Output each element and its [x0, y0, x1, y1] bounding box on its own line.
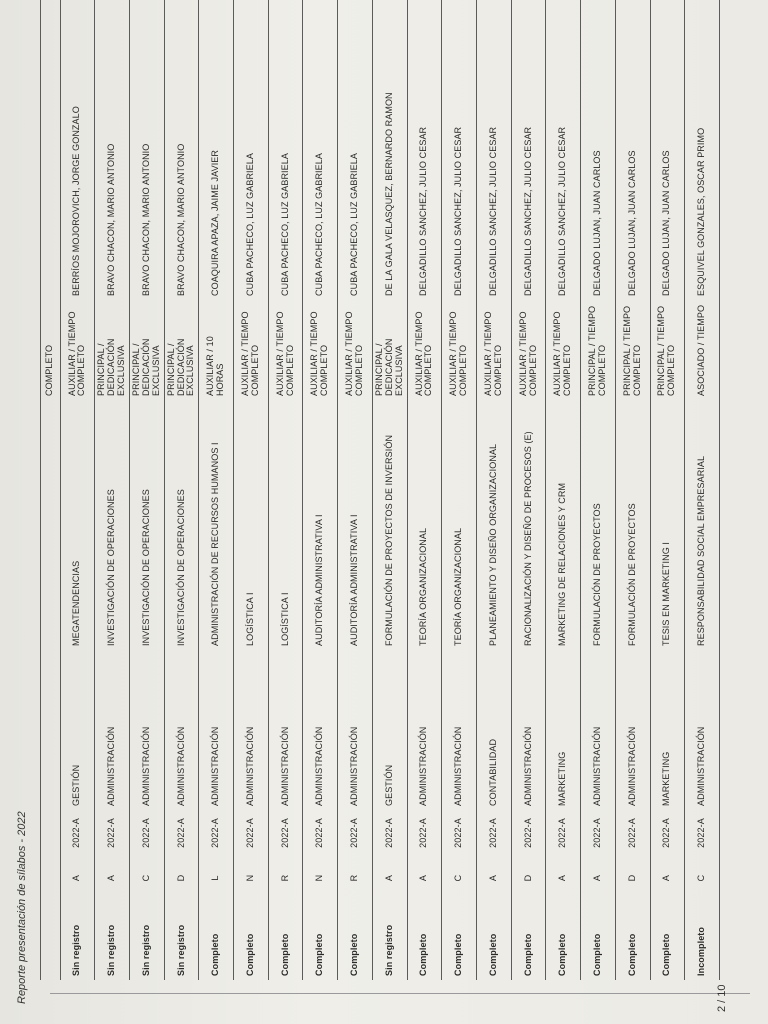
section-cell: A [661, 874, 672, 882]
table-row [408, 0, 443, 980]
area-cell: ADMINISTRACIÓN [140, 726, 151, 806]
teacher-cell: DELGADO LUJAN, JUAN CARLOS [661, 150, 672, 296]
section-cell: D [522, 874, 533, 882]
area-cell: ADMINISTRACIÓN [210, 726, 221, 806]
status-cell: Completo [244, 933, 255, 976]
semester-cell: 2022-A [71, 818, 82, 848]
table-row [477, 0, 512, 980]
table-row [165, 0, 200, 980]
table-row [616, 0, 651, 980]
scan-edge-line [50, 993, 750, 994]
semester-cell: 2022-A [140, 818, 151, 848]
table-row [40, 0, 61, 980]
section-cell: N [244, 874, 255, 882]
teacher-cell: CUBA PACHECO, LUZ GABRIELA [349, 153, 360, 296]
syllabus-table [40, 0, 720, 980]
course-cell: INVESTIGACIÓN DE OPERACIONES [140, 489, 151, 646]
condition-cell: AUXILIAR / TIEMPO COMPLETO [344, 311, 365, 396]
status-cell: Completo [314, 933, 325, 976]
section-cell: C [140, 874, 151, 882]
teacher-cell: CUBA PACHECO, LUZ GABRIELA [314, 153, 325, 296]
area-cell: ADMINISTRACIÓN [453, 726, 464, 806]
table-row [61, 0, 96, 980]
teacher-cell: DELGADILLO SANCHEZ, JULIO CESAR [418, 126, 429, 296]
table-row [130, 0, 165, 980]
course-cell [41, 400, 60, 650]
teacher-cell: DELGADO LUJAN, JUAN CARLOS [592, 150, 602, 296]
area-cell: MARKETING [557, 751, 568, 806]
condition-cell: AUXILIAR / TIEMPO COMPLETO [66, 311, 87, 396]
area-cell: ADMINISTRACIÓN [244, 726, 255, 806]
condition-cell: AUXILIAR / 10 HORAS [205, 336, 226, 396]
status-cell: Completo [453, 933, 464, 976]
section-cell: A [557, 874, 568, 882]
condition-cell: AUXILIAR / TIEMPO COMPLETO [482, 311, 503, 396]
area-cell: ADMINISTRACIÓN [522, 726, 533, 806]
teacher-cell: DELGADILLO SANCHEZ, JULIO CESAR [453, 126, 464, 296]
teacher-cell: DE LA GALA VELASQUEZ, BERNARDO RAMON [383, 92, 394, 296]
condition-cell: PRINCIPAL / TIEMPO COMPLETO [587, 305, 607, 396]
status-cell: Completo [487, 933, 498, 976]
area-cell: ADMINISTRACIÓN [696, 726, 707, 806]
section-cell: C [453, 874, 464, 882]
area-cell: ADMINISTRACIÓN [279, 726, 290, 806]
condition-cell: COMPLETO [44, 344, 55, 396]
semester-cell: 2022-A [314, 818, 325, 848]
semester-cell: 2022-A [349, 818, 360, 848]
table-row [338, 0, 373, 980]
condition-cell: AUXILIAR / TIEMPO COMPLETO [517, 311, 538, 396]
area-cell: MARKETING [661, 751, 672, 806]
section-cell: D [626, 874, 637, 882]
course-cell: TEORÍA ORGANIZACIONAL [418, 527, 429, 646]
teacher-cell: DELGADILLO SANCHEZ, JULIO CESAR [522, 126, 533, 296]
semester-cell: 2022-A [592, 818, 602, 848]
teacher-cell: CUBA PACHECO, LUZ GABRIELA [244, 153, 255, 296]
condition-cell: ASOCIADO / TIEMPO [696, 304, 707, 396]
condition-cell: PRINCIPAL / DEDICACIÓN EXCLUSIVA [130, 338, 161, 396]
semester-cell: 2022-A [383, 818, 394, 848]
table-row [442, 0, 477, 980]
condition-cell: PRINCIPAL / DEDICACIÓN EXCLUSIVA [96, 338, 127, 396]
area-cell: ADMINISTRACIÓN [349, 726, 360, 806]
section-cell: L [210, 875, 221, 881]
teacher-cell: DELGADO LUJAN, JUAN CARLOS [626, 150, 637, 296]
semester-cell: 2022-A [661, 818, 672, 848]
course-cell: TESIS EN MARKETING I [661, 541, 672, 646]
condition-cell: PRINCIPAL / TIEMPO COMPLETO [621, 305, 642, 396]
section-cell: C [696, 874, 707, 882]
area-cell: ADMINISTRACIÓN [418, 726, 429, 806]
area-cell [41, 650, 60, 810]
section-cell: A [418, 874, 429, 882]
table-row [651, 0, 686, 980]
status-cell: Sin registro [71, 924, 82, 976]
section-cell: N [314, 874, 325, 882]
course-cell: INVESTIGACIÓN DE OPERACIONES [175, 489, 186, 646]
status-cell: Completo [661, 933, 672, 976]
status-cell: Sin registro [383, 924, 394, 976]
report-title: Reporte presentación de sílabos - 2022 [16, 811, 28, 1004]
area-cell: GESTIÓN [71, 764, 82, 806]
status-cell: Sin registro [175, 924, 186, 976]
status-cell: Sin registro [106, 924, 117, 976]
table-row [581, 0, 616, 980]
semester-cell: 2022-A [453, 818, 464, 848]
semester-cell: 2022-A [557, 818, 568, 848]
status-cell: Completo [522, 933, 533, 976]
section-cell: A [383, 874, 394, 882]
section-cell: R [349, 874, 360, 882]
condition-cell: AUXILIAR / TIEMPO COMPLETO [448, 311, 469, 396]
condition-cell: AUXILIAR / TIEMPO COMPLETO [240, 311, 260, 396]
course-cell: FORMULACIÓN DE PROYECTOS DE INVERSIÓN [383, 434, 394, 646]
status-cell: Incompleto [696, 926, 707, 976]
condition-cell: AUXILIAR / TIEMPO COMPLETO [274, 311, 295, 396]
status-cell: Completo [557, 933, 568, 976]
table-row [373, 0, 408, 980]
section-cell [41, 856, 60, 900]
course-cell: AUDITORÍA ADMINISTRATIVA I [314, 514, 325, 646]
course-cell: ADMINISTRACIÓN DE RECURSOS HUMANOS I [210, 442, 221, 646]
course-cell: MARKETING DE RELACIONES Y CRM [557, 482, 568, 646]
area-cell: GESTIÓN [383, 764, 394, 806]
semester-cell [41, 810, 60, 856]
course-cell: RACIONALIZACIÓN Y DISEÑO DE PROCESOS (E) [522, 431, 533, 646]
area-cell: ADMINISTRACIÓN [175, 726, 186, 806]
semester-cell: 2022-A [487, 818, 498, 848]
section-cell: A [487, 874, 498, 882]
condition-cell: PRINCIPAL / DEDICACIÓN EXCLUSIVA [373, 338, 404, 396]
condition-cell: PRINCIPAL / TIEMPO COMPLETO [656, 305, 677, 396]
semester-cell: 2022-A [279, 818, 290, 848]
table-row [199, 0, 234, 980]
status-cell: Completo [418, 933, 429, 976]
section-cell: D [175, 874, 186, 882]
teacher-cell: BRAVO CHACON, MARIO ANTONIO [106, 143, 117, 296]
table-row [512, 0, 547, 980]
teacher-cell: COAQUIRA APAZA, JAIME JAVIER [210, 150, 221, 296]
semester-cell: 2022-A [244, 818, 255, 848]
semester-cell: 2022-A [175, 818, 186, 848]
table-row [234, 0, 269, 980]
section-cell: A [106, 874, 117, 882]
section-cell: A [71, 874, 82, 882]
area-cell: CONTABILIDAD [487, 738, 498, 806]
status-cell: Completo [349, 933, 360, 976]
table-row [269, 0, 304, 980]
area-cell: ADMINISTRACIÓN [314, 726, 325, 806]
table-row [95, 0, 130, 980]
course-cell: RESPONSABILIDAD SOCIAL EMPRESARIAL [696, 455, 707, 646]
status-cell: Completo [279, 933, 290, 976]
condition-cell: AUXILIAR / TIEMPO COMPLETO [309, 311, 330, 396]
status-cell: Sin registro [140, 924, 151, 976]
course-cell: MEGATENDENCIAS [71, 560, 82, 646]
semester-cell: 2022-A [522, 818, 533, 848]
area-cell: ADMINISTRACIÓN [626, 726, 637, 806]
teacher-cell: DELGADILLO SANCHEZ, JULIO CESAR [557, 126, 568, 296]
status-cell [41, 900, 60, 980]
semester-cell: 2022-A [210, 818, 221, 848]
page-number: 2 / 10 [716, 984, 728, 1012]
condition-cell: PRINCIPAL / DEDICACIÓN EXCLUSIVA [165, 338, 196, 396]
course-cell: INVESTIGACIÓN DE OPERACIONES [106, 489, 117, 646]
course-cell: TEORÍA ORGANIZACIONAL [453, 527, 464, 646]
course-cell: LOGÍSTICA I [279, 592, 290, 646]
status-cell: Completo [626, 933, 637, 976]
status-cell: Completo [592, 933, 602, 976]
condition-cell: AUXILIAR / TIEMPO COMPLETO [413, 311, 434, 396]
semester-cell: 2022-A [696, 818, 707, 848]
area-cell: ADMINISTRACIÓN [592, 726, 602, 806]
section-cell: A [592, 874, 602, 882]
table-row [303, 0, 338, 980]
teacher-cell: BERRÍOS MOJOROVICH, JORGE GONZALO [71, 106, 82, 296]
course-cell: LOGÍSTICA I [244, 592, 255, 646]
condition-cell: AUXILIAR / TIEMPO COMPLETO [552, 311, 573, 396]
semester-cell: 2022-A [418, 818, 429, 848]
status-cell: Completo [210, 933, 221, 976]
course-cell: AUDITORÍA ADMINISTRATIVA I [349, 514, 360, 646]
table-row [546, 0, 581, 980]
teacher-cell: CUBA PACHECO, LUZ GABRIELA [279, 153, 290, 296]
teacher-cell: BRAVO CHACON, MARIO ANTONIO [140, 143, 151, 296]
course-cell: FORMULACIÓN DE PROYECTOS [626, 503, 637, 646]
course-cell: FORMULACIÓN DE PROYECTOS [592, 503, 602, 646]
table-row [685, 0, 720, 980]
area-cell: ADMINISTRACIÓN [106, 726, 117, 806]
teacher-cell: DELGADILLO SANCHEZ, JULIO CESAR [487, 126, 498, 296]
teacher-cell: BRAVO CHACON, MARIO ANTONIO [175, 143, 186, 296]
semester-cell: 2022-A [106, 818, 117, 848]
course-cell: PLANEAMIENTO Y DISEÑO ORGANIZACIONAL [487, 443, 498, 646]
teacher-cell: ESQUIVEL GONZALES, OSCAR PRIMO [696, 127, 707, 296]
semester-cell: 2022-A [626, 818, 637, 848]
teacher-cell [41, 0, 60, 300]
section-cell: R [279, 874, 290, 882]
